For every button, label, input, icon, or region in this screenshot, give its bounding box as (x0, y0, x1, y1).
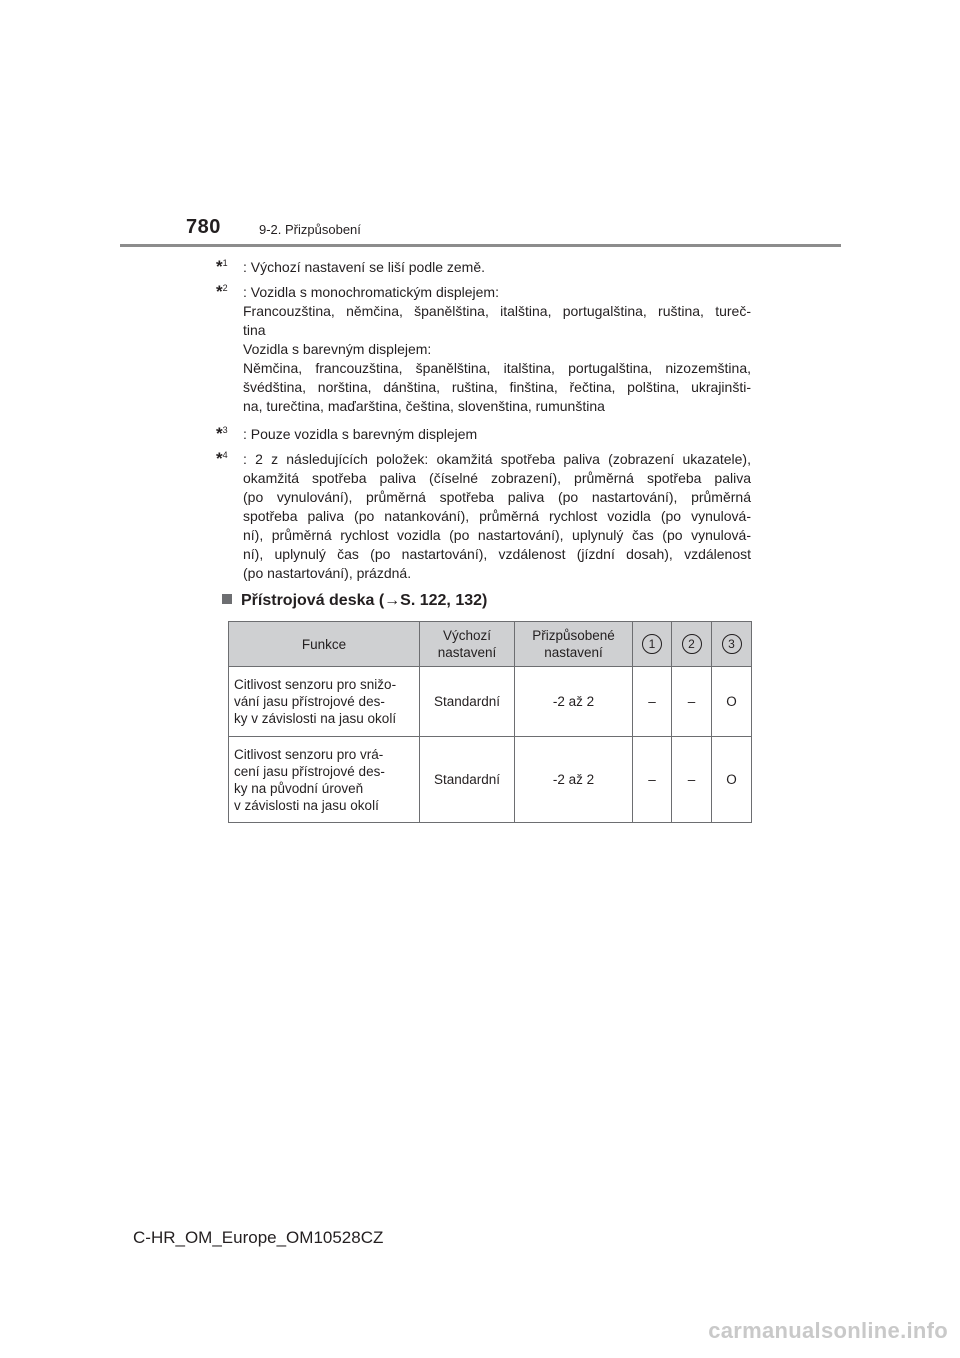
footnote-text: : 2 z následujících položek: okamžitá spotřeba paliva (zobrazení ukazatele), (243, 451, 751, 467)
footnote-text: : Vozidla s monochromatickým displejem: (243, 284, 499, 300)
footnote-4 (216, 446, 751, 583)
table-row (229, 667, 752, 737)
subsection-title: Přístrojová deska ( (241, 592, 385, 609)
option-1-cell: – (633, 667, 672, 737)
footnote-text: : Pouze vozidla s barevným displejem (243, 426, 478, 442)
option-2-cell: – (672, 667, 712, 737)
function-cell: Citlivost senzoru pro snižo- vání jasu přístrojové des- ky v závislosti na jasu okolí (229, 667, 420, 737)
footnote-line: švédština, norština, dánština, ruština, finština, řečtina, polština, ukrajinšti- (243, 379, 751, 395)
table-row (229, 737, 752, 823)
function-cell: Citlivost senzoru pro vrá- cení jasu přístrojové des- ky na původní úroveň v závislosti na jasu okolí (229, 737, 420, 823)
custom-cell: -2 až 2 (515, 667, 633, 737)
footnote-line: Francouzština, němčina, španělština, italština, portugalština, ruština, tureč- (243, 303, 751, 319)
footnote-2 (216, 279, 751, 416)
footnote-marker: *$^3$ (216, 424, 228, 443)
header-divider (120, 244, 841, 247)
footnote-line: (po vynulování), průměrná spotřeba paliva (po nastartování), průměrná (243, 489, 751, 505)
footnote-line: na, turečtina, maďarština, čeština, slovenština, rumunština (243, 398, 605, 414)
footnote-marker: *$^2$ (216, 282, 228, 301)
column-header-1 (633, 622, 672, 667)
footnote-line: tina (243, 322, 266, 338)
default-cell: Standardní (420, 667, 515, 737)
footnote-line: spotřeba paliva (po natankování), průměrná rychlost vozidla (po vynulová- (243, 508, 751, 524)
footnote-line: Němčina, francouzština, španělština, italština, portugalština, nizozemština, (243, 360, 751, 376)
option-1-cell: – (633, 737, 672, 823)
footnote-1 (216, 254, 751, 277)
arrow-icon: → (384, 592, 401, 609)
watermark: carmanualsonline.info (708, 1318, 948, 1343)
option-2-cell: – (672, 737, 712, 823)
subsection-heading (222, 591, 487, 611)
column-header-custom: Přizpůsobené nastavení (515, 622, 633, 667)
circled-number-icon: 3 (722, 634, 742, 654)
column-header-function: Funkce (229, 622, 420, 667)
default-cell: Standardní (420, 737, 515, 823)
footnote-line: okamžitá spotřeba paliva (číselné zobrazení), průměrná spotřeba paliva (243, 470, 751, 486)
option-3-cell: O (712, 667, 752, 737)
column-header-2 (672, 622, 712, 667)
option-3-cell: O (712, 737, 752, 823)
column-header-default: Výchozí nastavení (420, 622, 515, 667)
footnote-line: (po nastartování), prázdná. (243, 565, 412, 581)
footnote-line: ní), uplynulý čas (po nastartování), vzdálenost (jízdní dosah), vzdálenost (243, 546, 751, 562)
footnote-marker: *$^1$ (216, 257, 228, 276)
table-header-row (229, 622, 752, 667)
circled-number-icon: 1 (642, 634, 662, 654)
footnote-3 (216, 421, 751, 444)
page-number: 780 (186, 216, 221, 238)
settings-table (228, 621, 752, 823)
subsection-reference: S. 122, 132) (400, 592, 488, 609)
column-header-3 (712, 622, 752, 667)
document-id: C-HR_OM_Europe_OM10528CZ (133, 1228, 384, 1247)
footnote-marker: *$^4$ (216, 449, 228, 468)
bullet-square-icon (222, 594, 232, 604)
section-title: 9-2. Přizpůsobení (259, 222, 361, 237)
custom-cell: -2 až 2 (515, 737, 633, 823)
footnote-line: Vozidla s barevným displejem: (243, 341, 432, 357)
footnote-text: : Výchozí nastavení se liší podle země. (243, 259, 486, 275)
circled-number-icon: 2 (682, 634, 702, 654)
footnote-line: ní), průměrná rychlost vozidla (po nastartování), uplynulý čas (po vynulová- (243, 527, 751, 543)
